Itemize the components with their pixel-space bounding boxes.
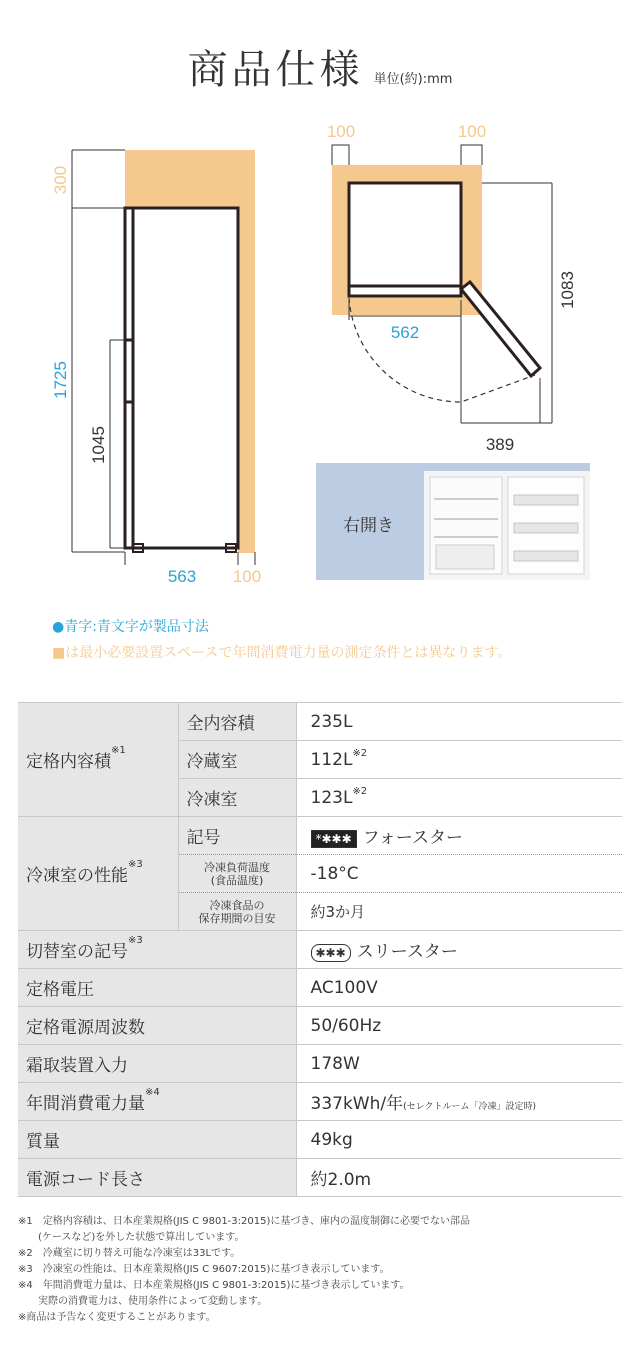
fridge-top-body <box>349 183 461 286</box>
freezer-value: $123L^{※2}$ <box>296 779 622 817</box>
footnote-line: ※商品は予告なく変更することがあります。 <box>18 1312 216 1323</box>
footnote-line: ※4 年間消費電力量は、日本産業規格(JIS C 9801-3:2015)に基づき表示しています。 <box>18 1280 410 1291</box>
mass-value: 49kg <box>296 1121 622 1159</box>
footnote-line: 実際の消費電力は、使用条件によって変動します。 <box>18 1296 268 1307</box>
dim-left-space: 100 <box>326 122 356 141</box>
table-row <box>18 969 622 1007</box>
storage-label: 冷凍食品の 保存期間の目安 <box>178 893 296 931</box>
table-row <box>18 1007 622 1045</box>
dim-back-space: 100 <box>232 567 262 586</box>
back-space-area <box>238 208 255 553</box>
fridge-value: $112L^{※2}$ <box>296 741 622 779</box>
perf-label: 冷凍室の性能$^{※3}$ <box>18 817 178 931</box>
freq-value: 50/60Hz <box>296 1007 622 1045</box>
load-temp-value: -18°C <box>296 855 622 893</box>
storage-value: 約3か月 <box>296 893 622 931</box>
capacity-label: 定格内容積$^{※1}$ <box>18 703 178 817</box>
total-value: 235L <box>296 703 622 741</box>
table-row <box>18 1159 622 1197</box>
dim-height: 1725 <box>51 361 70 399</box>
footnote-line: (ケースなど)を外した状態で算出しています。 <box>18 1232 245 1243</box>
dim-depth-open: 1083 <box>558 271 577 309</box>
footnote-line: ※3 冷凍室の性能は、日本産業規格(JIS C 9607:2015)に基づき表示しています。 <box>18 1264 390 1275</box>
legend-orange: ■は最小必要設置スペースで年間消費電力量の測定条件とは異なります。 <box>52 645 512 661</box>
title-main: 商品仕様 <box>187 47 364 93</box>
footnote-line: ※1 定格内容積は、日本産業規格(JIS C 9801-3:2015)に基づき、庫内の温度制御に必要でない部品 <box>18 1216 470 1227</box>
title-unit: 単位(約):mm <box>373 72 453 87</box>
spec-table <box>18 702 622 1197</box>
table-row <box>18 817 622 855</box>
dim-door-extent: 389 <box>485 435 515 454</box>
freezer-label: 冷凍室 <box>178 779 296 817</box>
table-row <box>18 1121 622 1159</box>
top-space-area <box>125 150 255 208</box>
table-row <box>18 703 622 741</box>
dim-door-height: 1045 <box>89 426 108 464</box>
three-star-icon: ✱✱✱ <box>311 944 351 962</box>
open-door <box>461 282 540 376</box>
annual-label: 年間消費電力量$^{※4}$ <box>18 1083 296 1121</box>
voltage-label: 定格電圧 <box>18 969 296 1007</box>
four-star-icon: *✱✱✱ <box>311 830 357 848</box>
table-row <box>18 1045 622 1083</box>
voltage-value: AC100V <box>296 969 622 1007</box>
cord-label: 電源コード長さ <box>18 1159 296 1197</box>
switch-label: 切替室の記号$^{※3}$ <box>18 931 296 969</box>
fridge-side-body <box>125 208 238 548</box>
door-direction-label: 右開き <box>343 516 394 536</box>
symbol-value: *✱✱✱ フォースター <box>296 817 622 855</box>
total-label: 全内容積 <box>178 703 296 741</box>
switch-value: ✱✱✱ スリースター <box>296 931 622 969</box>
legend-blue: ●青字:青文字が製品寸法 <box>52 619 209 635</box>
load-temp-label: 冷凍負荷温度 (食品温度) <box>178 855 296 893</box>
footnotes <box>18 1214 628 1326</box>
defrost-value: 178W <box>296 1045 622 1083</box>
annual-value: 337kWh/年(セレクトルーム「冷凍」設定時) <box>296 1083 622 1121</box>
table-row <box>18 1083 622 1121</box>
footnote-line: ※2 冷蔵室に切り替え可能な冷凍室は33Lです。 <box>18 1248 241 1259</box>
mass-label: 質量 <box>18 1121 296 1159</box>
dim-right-space: 100 <box>457 122 487 141</box>
dim-plan-width: 562 <box>390 323 420 342</box>
defrost-label: 霜取装置入力 <box>18 1045 296 1083</box>
dim-top-space: 300 <box>51 165 70 195</box>
freq-label: 定格電源周波数 <box>18 1007 296 1045</box>
symbol-label: 記号 <box>178 817 296 855</box>
fridge-label: 冷蔵室 <box>178 741 296 779</box>
dim-width: 563 <box>167 567 197 586</box>
table-row <box>18 931 622 969</box>
fridge-interior-photo <box>424 471 590 580</box>
cord-value: 約2.0m <box>296 1159 622 1197</box>
